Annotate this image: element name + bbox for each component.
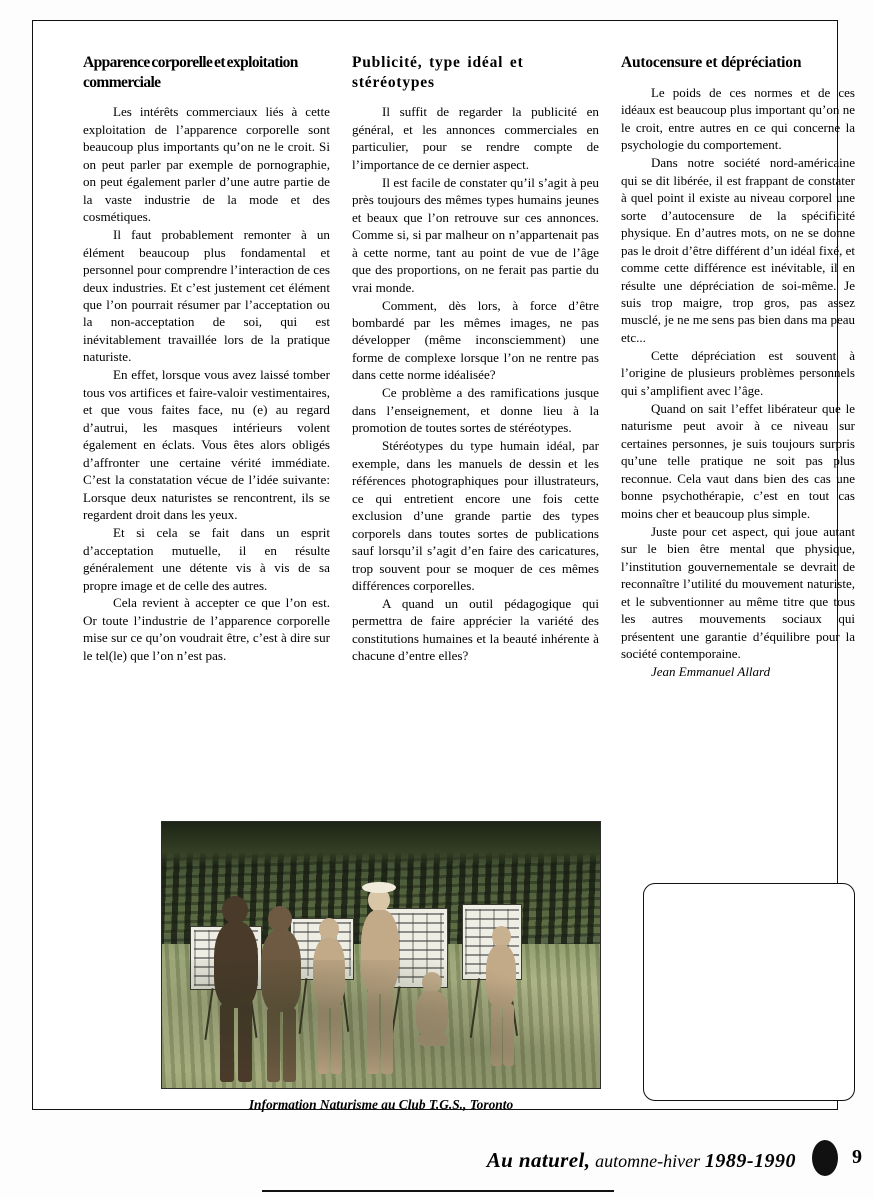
photo-image [161,821,601,1089]
paragraph: Il faut probablement remonter à un élément beaucoup plus fondamental et personnel pour comprendre l’interaction de ces deux industries. Et c’est justement cet élément que l’on pourrait résumer par l’acceptation ou la non-acceptation de soi, qui est inévitablement travaillée lors de la pratique naturiste. [83,227,330,365]
paragraph: A quand un outil pédagogique qui permettra de faire apprécier la variété des constitutions humaines et la beauté inhérente à chacune d’entre elles? [351,595,599,664]
photo-block [161,821,601,1113]
page-footer [0,1128,874,1190]
paragraph: Il suffit de regarder la publicité en général, et les annonces commerciales en particulier, pour se rendre compte de l’importance de ce dernier aspect. [351,104,599,172]
photo-canopy [162,822,600,865]
paragraph: Il est facile de constater qu’il s’agit à peu près toujours des mêmes types humains jeunes et beaux que l’on retrouve sur ces annonces. Comme si, si par malheur on n’appartenait pas à cette norme, tant au point de vue de l’âge que des proportions, on ne ferait pas partie du vrai monde. [351,174,599,295]
issue-years: 1989-1990 [704,1150,796,1172]
paragraph: En effet, lorsque vous avez laissé tomber tous vos artifices et faire-valoir vestimentaires, et que vous faites face, nu (e) au regard d’autrui, les masques intérieurs volent également en éclats. Vous êtes alors obligés d’affronter une certaine vérité immédiate. C’est la constatation vécue de l’idée suivante: Lorsque deux naturistes se rencontrent, ils se regardent droit dans les yeux. [83,367,330,523]
paragraph: Cette dépréciation est souvent à l’origine de plusieurs problèmes personnels qui s’amplifient avec l’âge. [620,347,855,398]
paragraph: Les intérêts commerciaux liés à cette exploitation de l’apparence corporelle sont beaucoup plus importants qu’on ne le croit. Si on peut parler par exemple de pornographie, on peut également parler d’une autre partie de la vaste industrie de la mode et des cosmétiques. [83,104,330,225]
page-number-dot [812,1140,838,1176]
issue-season: automne-hiver [595,1151,701,1171]
page-number: 9 [852,1146,862,1168]
paragraph: Cela revient à accepter ce que l’on est. Or toute l’industrie de l’apparence corporelle mise sur ce qu’on voudrait être, c’est à dire sur le tel(le) que l’on n’est pas. [83,595,330,663]
column-3-heading: Autocensure et dépréciation [620,54,802,71]
paragraph: Comment, dès lors, à force d’être bombardé par les mêmes images, ne pas développer (même inconsciemment) une forme de complexe lorsque l’on ne rentre pas dans cette norme idéalisée? [351,297,599,383]
page-frame [32,20,855,1112]
paragraph: Juste pour cet aspect, qui joue autant sur le bien être mental que physique, l’institution gouvernementale se devrait de reconnaître l’utilité du mouvement naturiste, et le subventionner au même titre que tous les autres mouvements sociaux qui présentent une garantie d’équilibre pour la société contemporaine. [620,523,855,662]
column-1-heading: Apparence corporelle et exploitation commerciale [83,54,298,91]
paragraph: Stéréotypes du type humain idéal, par exemple, dans les manuels de dessin et les références photographiques pour illustrateurs, ce qui entretient encore une fois cette exclusion d’une grande partie des types corporels dans toutes sortes de publications sauf lorsqu’il s’agit d’en faire des caricatures, trop souvent pour se moquer de ces mêmes différences corporelles. [351,438,599,593]
column-2 [352,53,599,681]
photo-caption: Information Naturisme au Club T.G.S., Toronto [248,1097,514,1112]
publication-name: Au naturel, [486,1148,591,1172]
paragraph: Quand on sait l’effet libérateur que le naturisme peut avoir à ce niveau sur certaines personnes, je suis toujours surpris qu’une telle pratique ne soit pas plus reconnue. Cela vaut dans bien des cas une bonne psychothérapie, c’est en tout cas moins cher et beaucoup plus simple. [620,400,855,521]
sun-hat [362,882,396,893]
article-columns [83,53,855,681]
publication-footer [487,1148,796,1173]
paragraph: Ce problème a des ramifications jusque dans l’enseignement, et donne lieu à la promotion de toutes sortes de stéréotypes. [351,385,599,436]
paragraph: Le poids de ces normes et de ces idéaux est beaucoup plus important qu’on ne le croit, entre autres en ce qui concerne la psychologie du comportement. [620,84,855,153]
column-1 [83,53,330,681]
column-2-heading: Publicité, type idéal et stéréotypes [351,54,524,91]
paragraph: Dans notre société nord-américaine qui se dit libérée, il est frappant de constater à quel point il existe au niveau corporel une sorte d’autocensure de la spécificité physique. En d’autres mots, on ne se donne pas le droit d’être différent d’un idéal fixé, et comme cette différence est inévitable, il en résulte une dépréciation de soi-même. Je suis trop maigre, trop gros, pas assez musclé, je ne me sens pas bien dans ma peau etc... [620,155,855,345]
photo-shadows [162,960,600,1088]
paragraph: Et si cela se fait dans un esprit d’acceptation mutuelle, il en résulte généralement une détente vis à vis de sa propre image et de celle des autres. [83,525,330,593]
author-signature: Jean Emmanuel Allard [650,664,771,680]
empty-placeholder-box [643,883,855,1101]
column-3 [621,53,855,681]
footer-rule [262,1190,614,1192]
